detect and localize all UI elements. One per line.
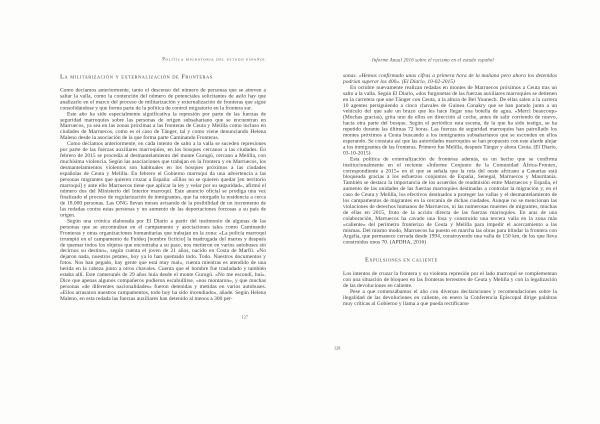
paragraph: Según una crónica elaborada por El Diario a partir del testimonio de algunas de las personas que se encontraban en el campamento y asociaciones tales como Caminando Fronteras y otras organizaciones humanitarias que trabajan en la zona: «La policía marroquí irrumpió en el campamento de Fnideq [nombre ficticio] la madrugada del martes y después de quemar todos los objetos que encontraba a su paso, nos metieron en varios autobuses sin decirnos su destino», según cuenta el joven de 21 años, nacido en Costa de Marfil. «No dejaron nada, nuestros petates, hoy ya lo han quemado todo. Todo. Nuestros documentos y fotos. Nos han pegado, hay gente que está muy mal», cuenta mientras es atendido de una herida en la cabeza junto a otros chavales. Cuenta que el hombre fue trasladado y también estaba allí. Este camerunés de 29 años huía desde el monte Gurugú. «No me escondí, huí». Dice que apenas algunos compañeros pudieron escabullirse, «nos montaron», y que muchas personas «de diferentes nacionalidades» fueron detenidas y metidas en varios autobuses. «Ellos arrasaron nuestros campamentos, todo hoy ha sido incendiado», añade. Según Helena Maleno, en esta redada las fuerzas auxiliares han detenido al menos a 300 per-: [60, 217, 266, 302]
paragraph: Como decíamos anteriormente, en cada intento de salto a la valla se suceden represiones por parte de las fuerzas auxiliares marroquíes, en los bosques cercanos a las ciudades. En febrero de 2015 se procedía al desmantelamiento del monte Gurugú, cercano a Melilla, con muchísima violencia. Según las asociaciones que trabajan en la frontera y en Marruecos, los desmantelamientos violentos son habituales en los bosques próximos a las ciudades españolas de Ceuta y Melilla. En febrero el Gobierno marroquí da una advertencia a las personas migrantes que quieren cruzar a España: «Ellos no se quieren quedar [en territorio marroquí] y ante ello Marruecos tiene que aplicar la ley y velar por su seguridad», afirmó el número dos del Ministerio del Interior marroquí. Este anuncio oficial se prodiga una vez finalizado el proceso de regularización de inmigrantes, que ha otorgado la residencia a cerca de 18.000 personas. Las ONG llevan meses avisando de la posibilidad de un incremento de las redadas contra estas personas y un aumento de las deportaciones forzosas a su país de origen.: [60, 140, 266, 219]
right-section-heading: Expulsiones en caliente: [365, 256, 438, 264]
left-page: [60, 57, 266, 319]
left-section-heading: La militarización y externalización de Fronteras: [60, 72, 213, 80]
paragraph: Esta política de externalización de fronteras además, es un hecho que se confirma institucionalmente en el reciente «Informe Conjunto de la Comunidad África-Frontex, correspondiente a 2015» en el que se señala que la ruta del oeste africano a Canarias está bloqueada gracias a los esfuerzos conjuntos de España, Senegal, Marruecos y Mauritania. También se destaca la importancia de los acuerdos de readmisión entre Marruecos y España, el aumento de las unidades de las fuerzas marroquíes destinadas a controlar la migración y, en el caso de Ceuta y Melilla, los efectivos destinados a proteger las vallas y el desmantelamiento de los campamentos de migrantes en la cercanía de dichas ciudades. Aunque no se mencionan las violaciones de derechos humanos de Marruecos, ni las numerosas muertes de migrantes, muchas de ellas en 2015, fruto de la acción directa de las fuerzas marroquíes. En aras de una colaboración, Marruecos ha cavado una fosa y construido una tercera valla en la zona más «caliente» del perímetro fronterizo de Ceuta y Melilla para impedir el acercamiento a las mismas. Del mismo modo, Marruecos ha puesto en marcha las obras para blindar la frontera con Argelia, que permanece cerrada desde 1994, construyendo una valla de 150 km, de los que lleva construidos unos 70. (APDHA, 2016): [343, 155, 557, 246]
left-page-number: 127: [241, 314, 248, 320]
right-page: [343, 58, 557, 307]
paragraph: Pese a que comenzábamos el año con diversas declaraciones y recomendaciones sobre la ilegalidad de las devoluciones en caliente, en enero la Conferencia Episcopal dirige palabras muy críticas al Gobierno y llama a que pueda rectificarse: [343, 288, 557, 307]
paragraph: Este año ha sido especialmente significativa la represión por parte de las fuerzas de seguridad marroquíes sobre las personas de origen subsahariano que se encuentran en Marruecos, ya sea en las zonas próximas a las fronteras de Ceuta y Melilla como incluso en ciudades de Marruecos, como es el caso de Tánger, tal y como viene denunciando Helena Maleno desde la asociación de la que forma parte Caminando Fronteras.: [60, 110, 266, 141]
paragraph: sonas. «Hemos confirmado unas cifras a primera hora de la mañana pero ahora los detenidos podrían superar los 400». (El Diario, 10-02-2015): [343, 72, 557, 85]
right-page-number: 128: [334, 345, 341, 351]
paragraph: Como decíamos anteriormente, tanto el descenso del número de personas que se atreven a saltar la valla, como la contención del número de potenciales solicitantes de asilo hay que analizarlo en el marco del proceso de militarización y externalización de fronteras que sigue consolidándose y que forma parte de la política de control migratorio en la frontera sur.: [60, 87, 266, 111]
paragraph: Los intentos de cruzar la frontera y su violenta represión por el lado marroquí se complementan con una situación de bloqueo en las fronteras terrestres de Ceuta y Melilla y con la legalización de las devoluciones en caliente.: [343, 270, 557, 289]
right-running-header: Informe Anual 2016 sobre el racismo en el estado español: [372, 58, 494, 63]
left-running-header: Política migratoria del estado español: [162, 57, 266, 62]
paragraph: En octubre nuevamente realizan redadas en montes de Marruecos próximos a Ceuta tras un salto a la valla. Según El Diario, «dos furgonetas de las fuerzas auxiliares marroquíes se detienen en la carretera que une Tánger con Ceuta, a la altura de Bel Younech. De ellas salen a la carrera 10 agentes persiguiendo a cinco chavales de Guinea Conakry que se han parado junto a un vehículo del que sale un brazo que les hace llegar una botella de agua. «Merci beaucoup» (Muchas gracias), grita uno de ellos en dirección al coche, antes de salir corriendo de nuevo, hacia otra parte del bosque. Según el periódico esta escena, de la que ha sido testigo, se ha repetido durante las últimas 72 horas. Las fuerzas de seguridad marroquíes han patrullado los montes próximos a Ceuta buscando a los inmigrantes subsaharianos que se esconden en ellos esperando. Se constata así que las autoridades marroquíes se han propuesto con este alarde alejar a los inmigrantes de las fronteras. Primero fue Melilla, después Tánger y ahora Ceuta. (El Diario, 03-10-2015): [343, 84, 557, 156]
